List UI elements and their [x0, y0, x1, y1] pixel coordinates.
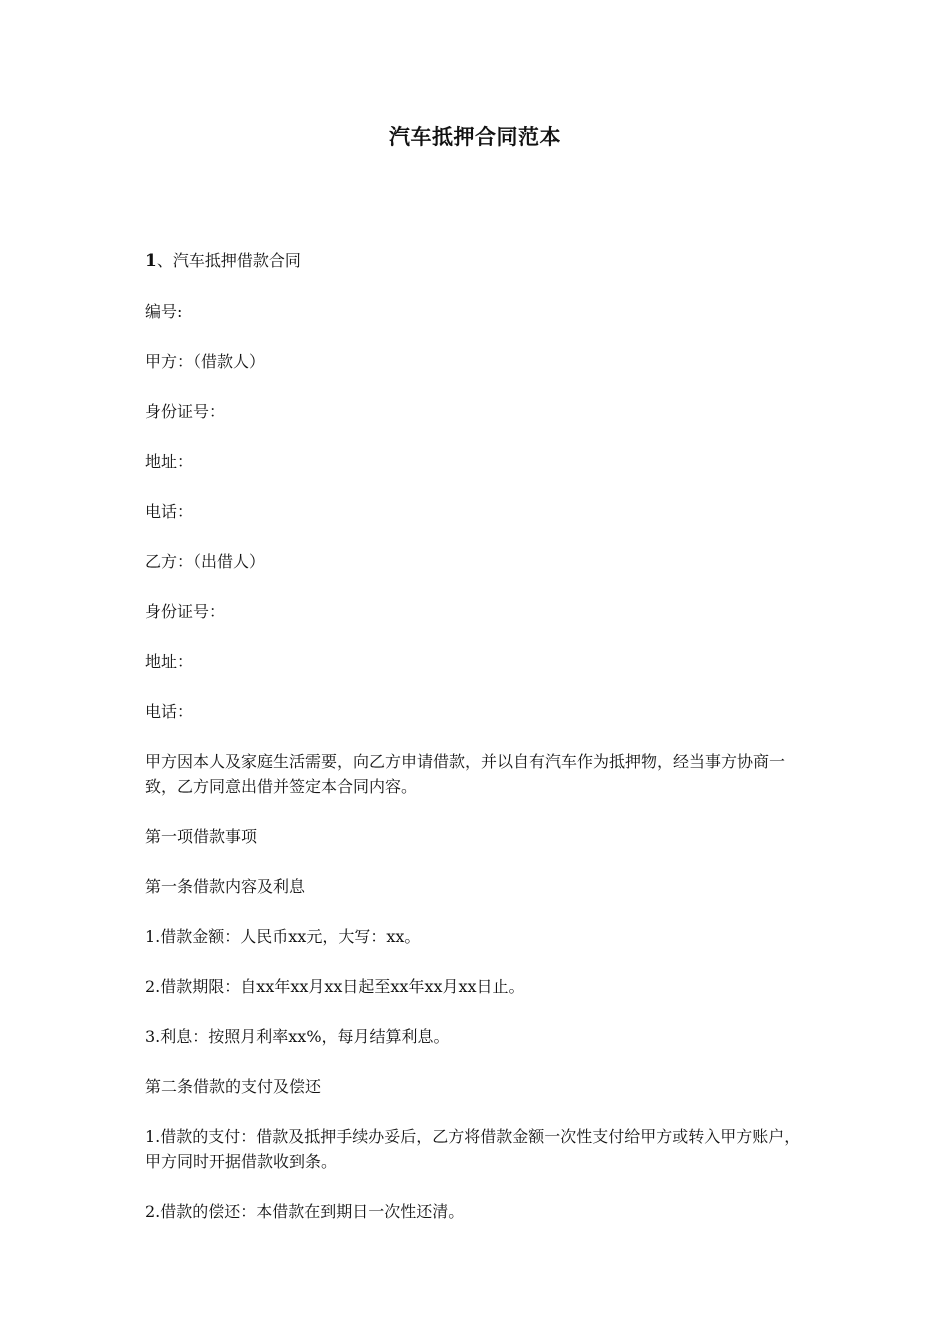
payment-clause: 1.借款的支付：借款及抵押手续办妥后，乙方将借款金额一次性支付给甲方或转入甲方账户，甲方同时开据借款收到条。: [145, 1127, 801, 1171]
loan-term-clause: 2.借款期限：自xx年xx月xx日起至xx年xx月xx日止。: [145, 977, 525, 996]
document-title: 汽车抵押合同范本: [389, 125, 561, 149]
article-two-heading: 第二条借款的支付及偿还: [145, 1077, 322, 1096]
interest-clause: 3.利息：按照月利率xx%，每月结算利息。: [145, 1027, 450, 1046]
party-a-address-line: 地址：: [145, 452, 194, 471]
document-body: [145, 248, 813, 1249]
section-heading: [145, 248, 813, 274]
party-a-phone-line: 电话：: [145, 502, 194, 521]
party-b-line: 乙方：（出借人）: [145, 552, 266, 571]
party-a-line: 甲方：（借款人）: [145, 352, 266, 371]
party-b-id-line: 身份证号：: [145, 602, 226, 621]
article-one-heading: 第一条借款内容及利息: [145, 877, 306, 896]
preamble-paragraph: 甲方因本人及家庭生活需要，向乙方申请借款，并以自有汽车作为抵押物，经当事方协商一致，乙方同意出借并签定本合同内容。: [145, 752, 786, 796]
party-b-phone-line: 电话：: [145, 702, 194, 721]
party-a-id-line: 身份证号：: [145, 402, 226, 421]
section-number: 1: [145, 251, 157, 271]
loan-amount-clause: 1.借款金额：人民币xx元，大写：xx。: [145, 927, 421, 946]
contract-number-line: 编号:: [145, 302, 183, 321]
repayment-clause: 2.借款的偿还：本借款在到期日一次性还清。: [145, 1202, 465, 1221]
party-b-address-line: 地址：: [145, 652, 194, 671]
section-title: 、汽车抵押借款合同: [156, 251, 301, 270]
part-one-heading: 第一项借款事项: [145, 827, 258, 846]
